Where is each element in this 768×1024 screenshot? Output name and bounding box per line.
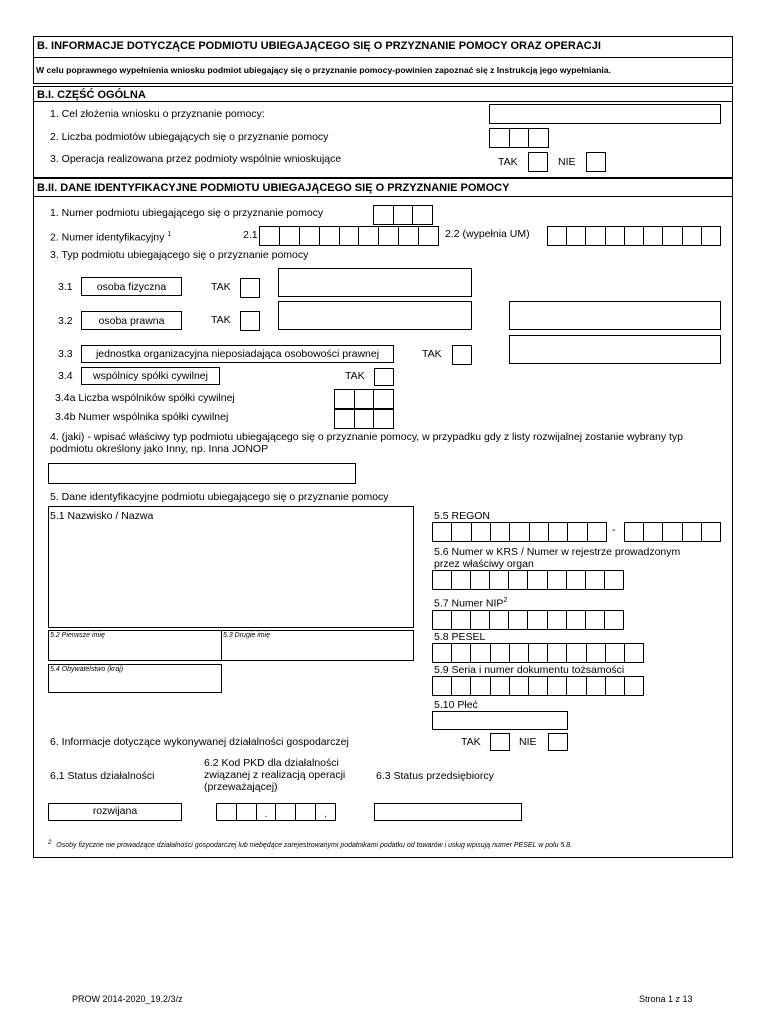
- bii-q3-label: 3. Typ podmiotu ubiegającego się o przyznanie pomocy: [50, 249, 309, 261]
- bi-q3-label: 3. Operacja realizowana przez podmioty wspólnie wnioskujące: [50, 153, 342, 165]
- bi-q1-label: 1. Cel złożenia wniosku o przyznanie pomocy:: [50, 108, 265, 120]
- bii-q32-field[interactable]: [278, 301, 472, 330]
- section-b-instruction: W celu poprawnego wypełnienia wniosku podmiot ubiegający się o przyznanie pomocy-powinien zapoznać się z Instrukcją jego wypełniania.: [36, 65, 611, 75]
- bii-q32-tak-label: TAK: [211, 314, 231, 326]
- bii-q6-nie-checkbox[interactable]: [548, 733, 568, 751]
- bii-q55-label: 5.5 REGON: [434, 510, 491, 522]
- footer-page-number: Strona 1 z 13: [639, 994, 693, 1004]
- bii-q1-label: 1. Numer podmiotu ubiegającego się o przyznanie pomocy: [50, 207, 324, 219]
- bii-q53-label: 5.3 Drugie imię: [223, 632, 271, 639]
- bii-q63-label: 6.3 Status przedsiębiorcy: [376, 770, 494, 782]
- bii-q32-tak-checkbox[interactable]: [240, 311, 260, 331]
- bii-q4-field[interactable]: [48, 463, 356, 484]
- bii-q55-regon-suffix-field[interactable]: [624, 522, 721, 542]
- bii-q58-label: 5.8 PESEL: [434, 631, 486, 643]
- bii-q31-type-label: osoba fizyczna: [81, 277, 182, 296]
- footnote-2-text: Osoby fizyczne nie prowadzące działalności gospodarczej lub niebędące zarejestrowanymi podatnikami podatku od towarów i usług wpisują numer PESEL w polu 5.8.: [56, 842, 573, 850]
- bii-q62-line1: 6.2 Kod PKD dla działalności: [204, 757, 339, 769]
- bii-q62-pkd-field[interactable]: [216, 803, 336, 821]
- bii-q51-name-field[interactable]: [48, 506, 414, 628]
- section-bi-title-divider: [33, 101, 733, 102]
- footnote-ref-2: 2: [503, 597, 508, 604]
- bii-q34-type-label: wspólnicy spółki cywilnej: [81, 367, 220, 385]
- bii-q33-extra-field[interactable]: [509, 335, 721, 364]
- bii-q31-tak-checkbox[interactable]: [240, 278, 260, 298]
- bii-q34-tak-checkbox[interactable]: [374, 368, 394, 386]
- bii-q57-label: [434, 597, 507, 610]
- bii-q34a-field[interactable]: [334, 389, 394, 409]
- bii-q51-label: 5.1 Nazwisko / Nazwa: [50, 510, 154, 522]
- bii-q34-tak-label: TAK: [345, 370, 365, 382]
- bii-q32-num: 3.2: [58, 315, 73, 327]
- bii-q6-tak-label: TAK: [461, 736, 481, 748]
- bi-q2-count-field[interactable]: [489, 128, 549, 148]
- bii-q32-type-label: osoba prawna: [81, 311, 182, 330]
- section-bi-title: B.I. CZĘŚĆ OGÓLNA: [37, 89, 146, 101]
- section-bii-title-divider: [33, 196, 733, 197]
- footnote-2: [48, 840, 572, 850]
- bii-q34b-label: 3.4b Numer wspólnika spółki cywilnej: [55, 411, 229, 423]
- bii-q510-gender-select[interactable]: [432, 711, 568, 730]
- bii-q56-line2: przez właściwy organ: [434, 558, 534, 570]
- bi-q3-nie-label: NIE: [558, 156, 576, 168]
- bii-q33-type-label: jednostka organizacyjna nieposiadająca osobowości prawnej: [81, 345, 394, 363]
- bi-q1-purpose-field[interactable]: [489, 104, 721, 124]
- bii-q63-status-select[interactable]: [374, 803, 522, 821]
- footnote-2-number: 2: [48, 840, 52, 846]
- bii-q34a-label: 3.4a Liczba wspólników spółki cywilnej: [55, 392, 235, 404]
- bii-q57-nip-field[interactable]: [432, 610, 624, 630]
- bii-q4-line1: 4. (jaki) - wpisać właściwy typ podmiotu ubiegającego się o przyznanie pomocy, w przypadku gdy z listy rozwijalnej zostanie wybrany typ: [50, 431, 683, 443]
- bii-q6-nie-label: NIE: [519, 736, 537, 748]
- bii-q56-krs-field[interactable]: [432, 570, 624, 590]
- section-bii-title: B.II. DANE IDENTYFIKACYJNE PODMIOTU UBIEGAJĄCEGO SIĘ O PRZYZNANIE POMOCY: [37, 182, 510, 194]
- bii-q59-label: 5.9 Seria i numer dokumentu tożsamości: [434, 664, 625, 676]
- bi-q3-tak-label: TAK: [498, 156, 518, 168]
- bii-q56-line1: 5.6 Numer w KRS / Numer w rejestrze prowadzonym: [434, 546, 681, 558]
- bii-q55-dash: -: [612, 524, 616, 536]
- bii-q21-label: 2.1: [243, 229, 258, 241]
- bii-q55-regon-field[interactable]: [432, 522, 607, 542]
- bii-q52-label: 5.2 Pierwsze imię: [50, 632, 105, 639]
- bii-q31-field[interactable]: [278, 268, 472, 297]
- bii-q510-label: 5.10 Płeć: [434, 699, 478, 711]
- bii-q33-tak-checkbox[interactable]: [452, 345, 472, 365]
- bii-q54-label: 5.4 Obywatelstwo (kraj): [50, 666, 124, 673]
- bii-q33-num: 3.3: [58, 348, 73, 360]
- bii-q22-label: 2.2 (wypełnia UM): [445, 228, 530, 240]
- bii-q6-label: 6. Informacje dotyczące wykonywanej działalności gospodarczej: [50, 736, 349, 748]
- bii-q2-text: 2. Numer identyfikacyjny: [50, 231, 165, 244]
- bi-q2-label: 2. Liczba podmiotów ubiegających się o przyznanie pomocy: [50, 131, 329, 143]
- footer-doc-id: PROW 2014-2020_19.2/3/z: [72, 994, 183, 1004]
- bii-q34b-field[interactable]: [334, 409, 394, 429]
- bii-q61-label: 6.1 Status działalności: [50, 770, 155, 782]
- bii-q61-status-select[interactable]: rozwijana: [48, 803, 182, 821]
- bii-q1-number-field[interactable]: [373, 205, 433, 225]
- bii-q2-label: [50, 231, 171, 244]
- bii-q6-tak-checkbox[interactable]: [490, 733, 510, 751]
- bii-q33-tak-label: TAK: [422, 348, 442, 360]
- bii-q32-extra-field[interactable]: [509, 301, 721, 330]
- bii-q34-num: 3.4: [58, 370, 73, 382]
- bi-q3-tak-checkbox[interactable]: [528, 152, 548, 172]
- bii-q4-line2: podmiotu określony jako Inny, np. Inna JONOP: [50, 443, 269, 455]
- bii-q59-id-doc-field[interactable]: [432, 676, 644, 696]
- bii-q58-pesel-field[interactable]: [432, 643, 644, 663]
- bii-q62-line3: (przeważającej): [204, 781, 278, 793]
- bii-q21-id-field[interactable]: [259, 226, 439, 246]
- bii-q57-text: 5.7 Numer NIP: [434, 597, 504, 610]
- section-b-title: B. INFORMACJE DOTYCZĄCE PODMIOTU UBIEGAJĄCEGO SIĘ O PRZYZNANIE POMOCY ORAZ OPERACJI: [37, 40, 601, 52]
- bi-q3-nie-checkbox[interactable]: [586, 152, 606, 172]
- footnote-ref-1: 1: [167, 231, 172, 238]
- bii-q22-id-field[interactable]: [547, 226, 721, 246]
- bii-q31-tak-label: TAK: [211, 281, 231, 293]
- bii-q5-label: 5. Dane identyfikacyjne podmiotu ubiegającego się o przyznanie pomocy: [50, 491, 389, 503]
- bii-q31-num: 3.1: [58, 281, 73, 293]
- bii-q62-line2: związanej z realizacją operacji: [204, 769, 346, 781]
